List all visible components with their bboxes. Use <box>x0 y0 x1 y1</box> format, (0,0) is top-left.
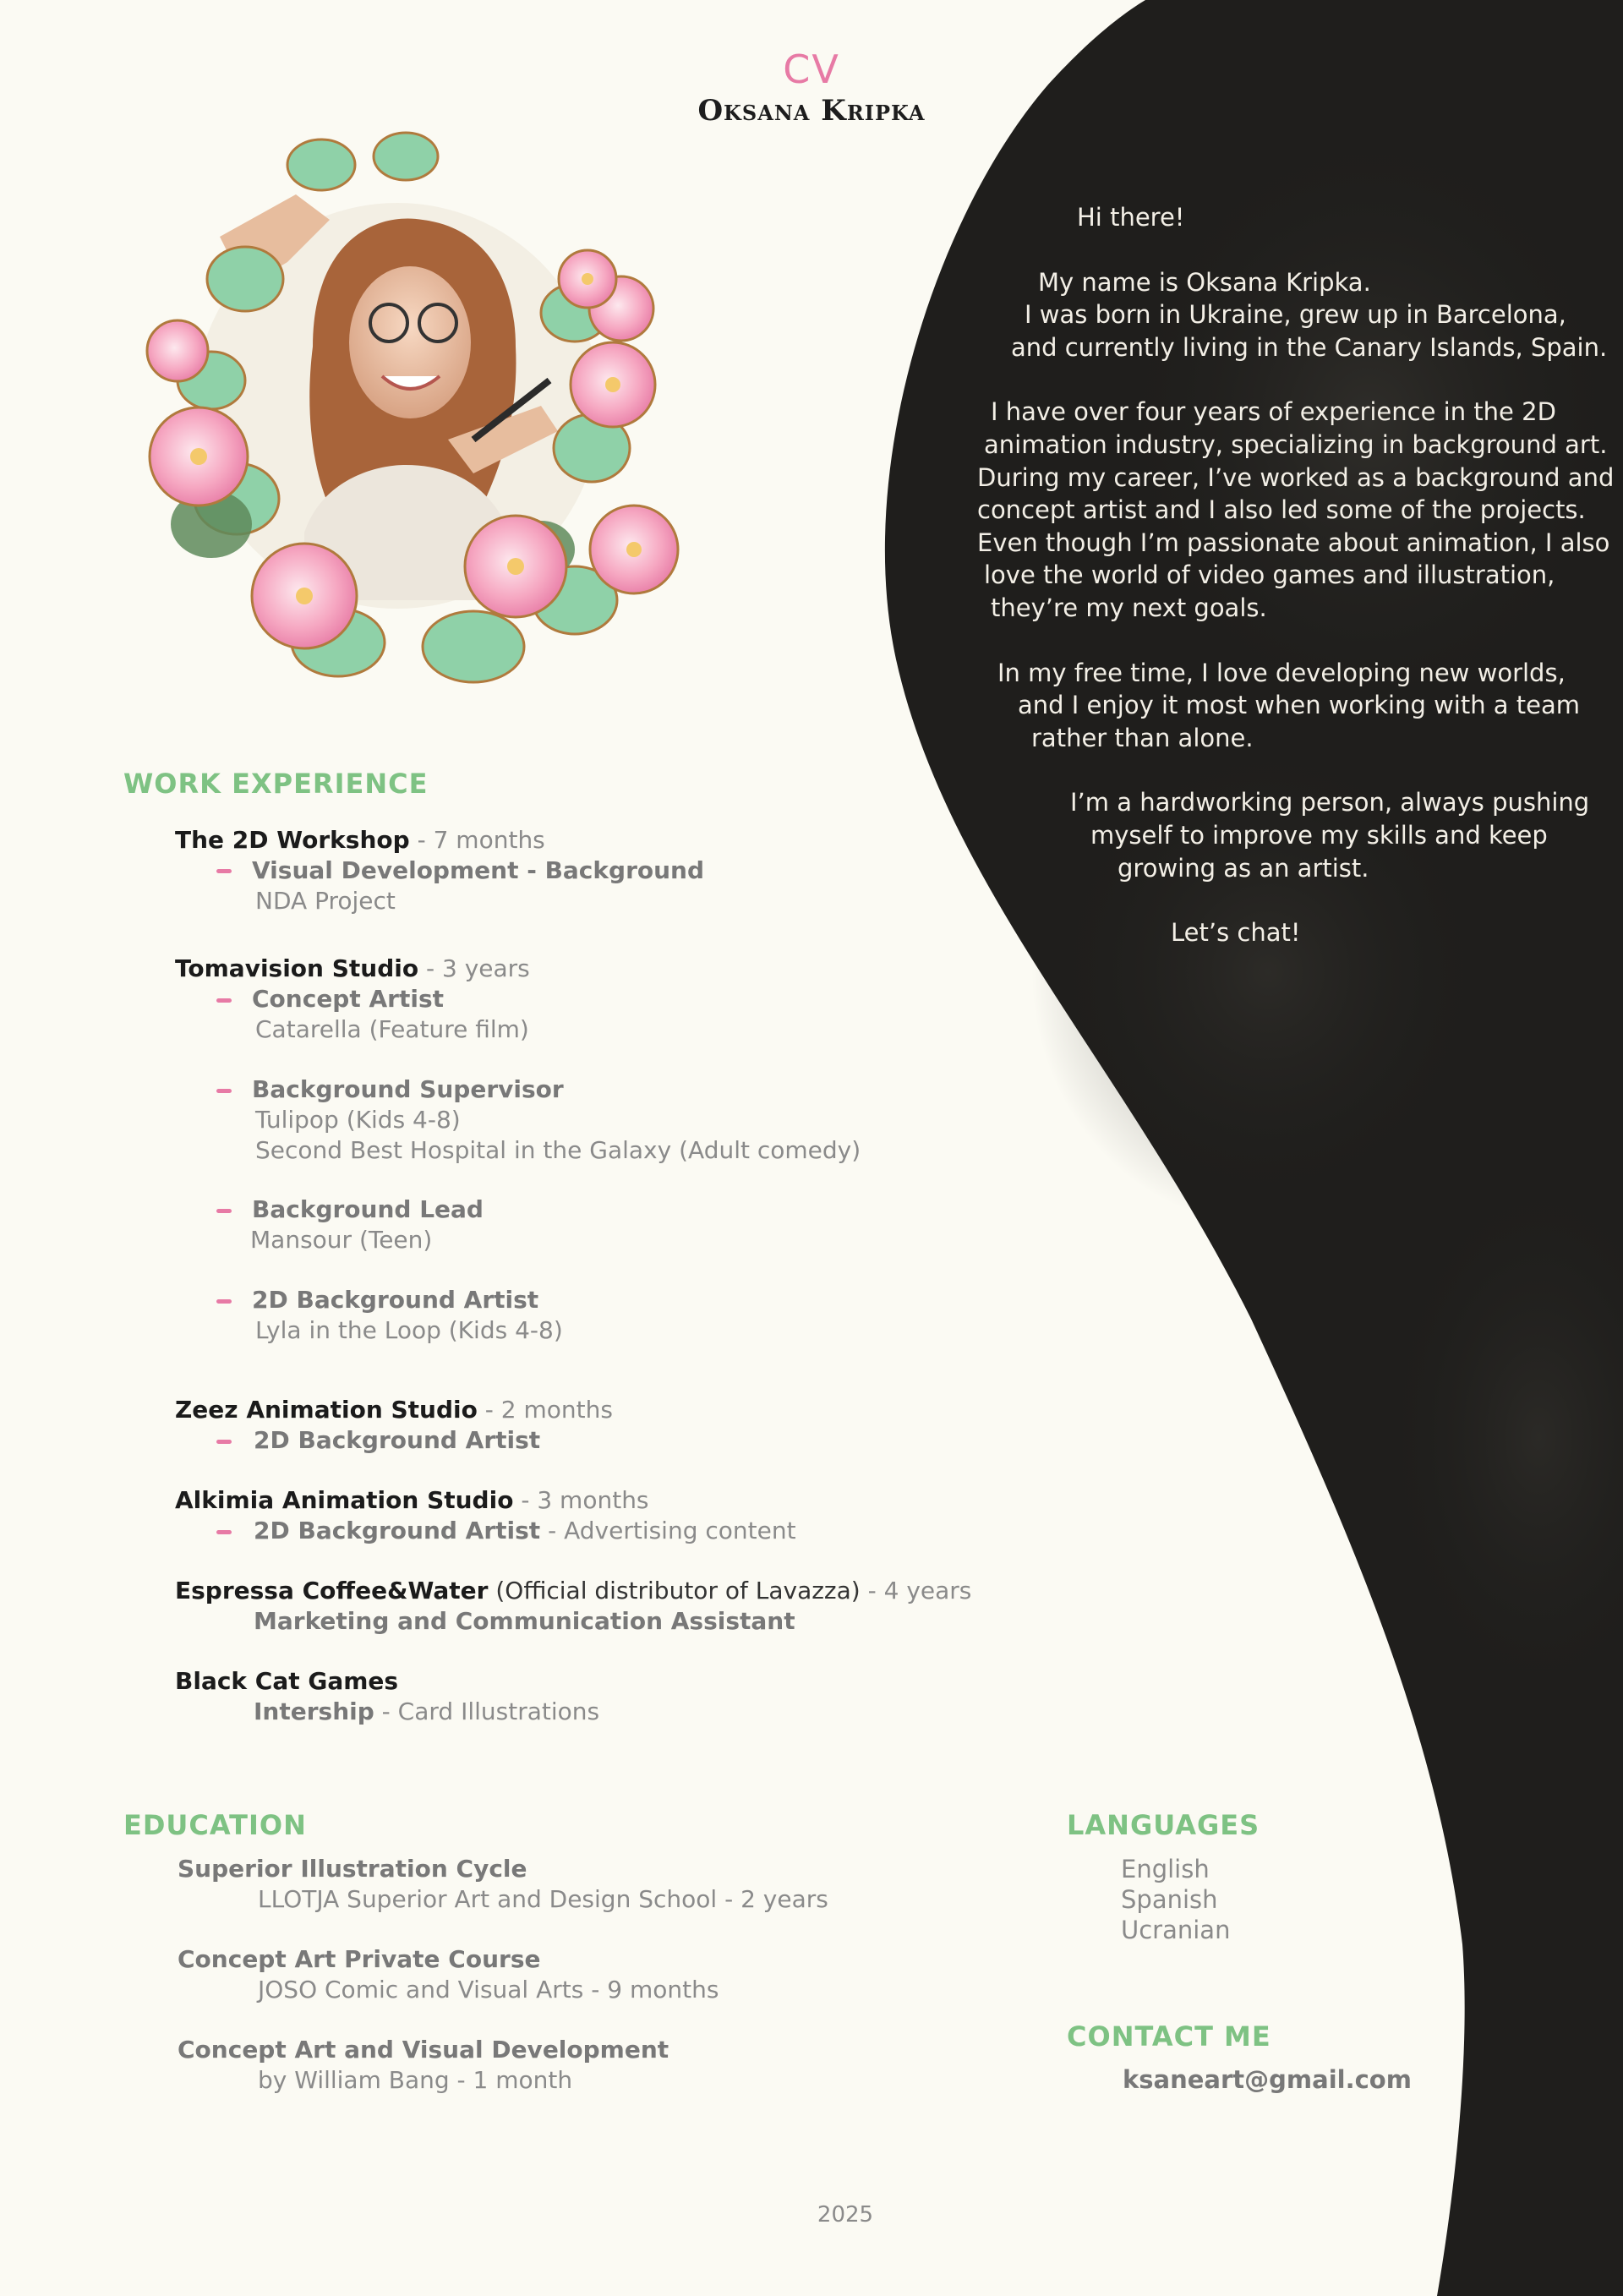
role-name: 2D Background Artist <box>254 1517 541 1544</box>
cv-label: CV <box>783 46 840 92</box>
role-bullet <box>216 1299 232 1304</box>
project-name: Lyla in the Loop (Kids 4-8) <box>255 1316 563 1344</box>
company-name: Alkimia Animation Studio <box>175 1486 514 1514</box>
intro-line: they’re my next goals. <box>991 593 1267 622</box>
job-header <box>175 1485 649 1516</box>
intro-line: In my free time, I love developing new worlds, <box>997 658 1566 687</box>
intro-line: concept artist and I also led some of the projects. <box>977 495 1586 525</box>
intro-line: rather than alone. <box>1031 723 1254 752</box>
education-heading: EDUCATION <box>123 1809 307 1841</box>
language-item: English <box>1121 1855 1210 1883</box>
role-bullet <box>216 1089 232 1093</box>
job-header <box>175 1395 613 1425</box>
language-item: Spanish <box>1121 1885 1218 1914</box>
role-name: Intership <box>254 1697 374 1725</box>
intro-text <box>930 201 1615 949</box>
intro-line: My name is Oksana Kripka. <box>1038 267 1371 297</box>
company-name: Tomavision Studio <box>175 954 419 982</box>
intro-line: Hi there! <box>1077 203 1185 232</box>
intro-line: I’m a hardworking person, always pushing <box>1070 788 1590 817</box>
role-bullet <box>216 869 232 873</box>
footer-year: 2025 <box>817 2202 874 2228</box>
role-name: Visual Development - Background <box>252 856 705 884</box>
contact-heading: CONTACT ME <box>1067 2020 1271 2053</box>
intro-line: myself to improve my skills and keep <box>1090 820 1548 850</box>
intro-line: animation industry, specializing in background art. <box>984 429 1608 459</box>
intro-line: Even though I’m passionate about animation, I also <box>977 528 1610 557</box>
cv-header <box>541 46 1082 128</box>
project-name: Second Best Hospital in the Galaxy (Adult comedy) <box>255 1136 861 1164</box>
company-note: (Official distributor of Lavazza) <box>488 1577 861 1604</box>
education-title: Superior Illustration Cycle <box>178 1855 527 1883</box>
intro-line: growing as an artist. <box>1118 853 1369 883</box>
role-title <box>254 1516 796 1546</box>
contact-email-link[interactable]: ksaneart@gmail.com <box>1123 2065 1412 2094</box>
company-name: Zeez Animation Studio <box>175 1396 478 1424</box>
portrait-illustration <box>118 127 693 693</box>
project-name: Tulipop (Kids 4-8) <box>255 1106 461 1134</box>
work-experience-heading: WORK EXPERIENCE <box>123 768 429 800</box>
intro-line: I was born in Ukraine, grew up in Barcelona, <box>1025 300 1566 330</box>
role-title <box>252 856 704 886</box>
intro-line: love the world of video games and illustration, <box>984 560 1555 590</box>
role-detail: - Advertising content <box>540 1517 796 1544</box>
project-name: NDA Project <box>255 887 396 915</box>
intro-line: During my career, I’ve worked as a background and <box>977 462 1615 492</box>
project-name: Mansour (Teen) <box>250 1226 433 1254</box>
education-detail: LLOTJA Superior Art and Design School - 2 years <box>258 1885 828 1913</box>
role-bullet <box>216 998 232 1003</box>
job-duration: - 4 years <box>860 1577 972 1604</box>
job-header <box>175 1666 398 1697</box>
company-name: Espressa Coffee&Water <box>175 1577 489 1604</box>
role-bullet <box>216 1530 232 1534</box>
role-title: Background Supervisor <box>252 1075 564 1103</box>
role-title: Background Lead <box>252 1195 484 1223</box>
education-title: Concept Art and Visual Development <box>178 2036 669 2064</box>
role-title: 2D Background Artist <box>254 1426 541 1454</box>
job-header <box>175 1576 971 1606</box>
job-duration: - 3 months <box>513 1486 649 1514</box>
language-item: Ucranian <box>1121 1916 1231 1944</box>
role-bullet <box>216 1209 232 1213</box>
role-bullet <box>216 1440 232 1444</box>
person-name: Oksana Kripka <box>697 94 926 128</box>
role-title: Concept Artist <box>252 985 444 1013</box>
job-duration: - 2 months <box>477 1396 613 1424</box>
role-title: 2D Background Artist <box>252 1286 539 1314</box>
languages-heading: LANGUAGES <box>1067 1809 1260 1841</box>
intro-line: and currently living in the Canary Islands, Spain. <box>1011 332 1608 362</box>
company-name: Black Cat Games <box>175 1667 399 1695</box>
job-duration: - 3 years <box>418 954 530 982</box>
education-detail: JOSO Comic and Visual Arts - 9 months <box>258 1976 719 2004</box>
company-name: The 2D Workshop <box>175 826 410 854</box>
role-title: Marketing and Communication Assistant <box>254 1607 795 1635</box>
education-title: Concept Art Private Course <box>178 1945 541 1973</box>
job-header <box>175 825 545 856</box>
project-name: Catarella (Feature film) <box>255 1015 529 1043</box>
intro-line: I have over four years of experience in the 2D <box>991 397 1556 427</box>
role-detail: - Card Illustrations <box>374 1697 600 1725</box>
job-header <box>175 954 530 984</box>
job-duration: - 7 months <box>409 826 545 854</box>
role-title <box>254 1697 599 1727</box>
education-detail: by William Bang - 1 month <box>258 2066 573 2094</box>
intro-line: and I enjoy it most when working with a team <box>1018 691 1581 720</box>
intro-line: Let’s chat! <box>1171 918 1301 948</box>
